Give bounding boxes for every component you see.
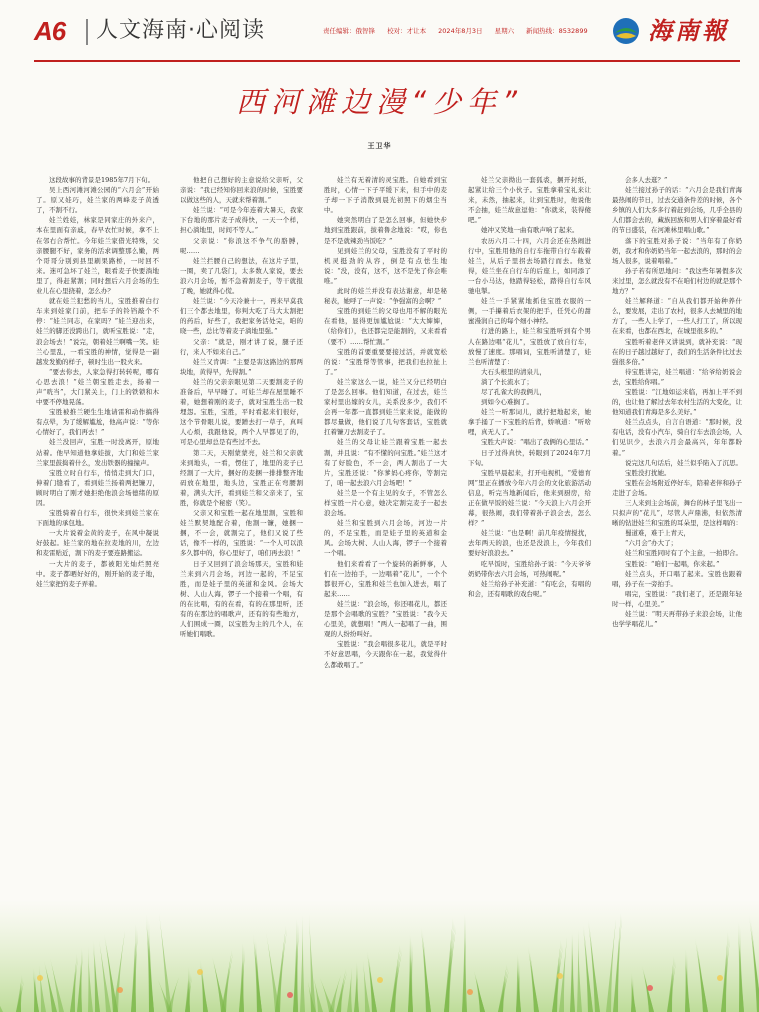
article-title: 西河滩边漫“少年” [235, 85, 524, 119]
article-paragraph: 一大片的麦子，都被阳光灿烂照亮中。麦子都晒好好的，刚开始的麦子地，娃兰家把的麦子弄着。 [36, 559, 159, 588]
article-paragraph: 见到娃兰的父母，宝胜没有了平时的机灵挺劲的从容，倒是有点怯生地说：“没，没有，这不，这不是先了你会唯唯。” [324, 246, 447, 285]
article-paragraph: 娃兰接过孙子的话：“六月会是我们青海最热闹的节日，过去交通条件差的时候，各个乡镇的人们大多多行着赶到会场，几乎全县的人们都会去的，藏族回族和男人们穿着最好看的节日盛装，在河滩林里唱山歌。” [612, 186, 742, 235]
article-paragraph: 娃兰和宝胜同时有了个主意，一拍即合。 [625, 549, 742, 558]
article-paragraph: 娃兰又肯调：“主要是害这路边的那两块地，黄得早，先得割。” [180, 357, 303, 376]
article-paragraph: 娃兰没回声，宝胜一时没离开，原地站着。他早知道他拿娃拔，大门和娃兰家兰家里鼓捣着什么，发出铁器的撞撞声。 [36, 438, 159, 467]
article-paragraph: 宝胜立时自行车，悄悄走到大门口，伸着门缝看了，看到娃兰扬着两把镰刀，顾时明白了刚才她拒绝他浪会场德绪的原因。 [36, 468, 159, 507]
article-paragraph: “要去你去，人家急得打转转呢，哪有心思去浪！”娃兰朝宝胜走去，扬着一声“咣当”，大门紧关上，门上的铁锁和木中要不停地晃荡。 [36, 367, 159, 407]
article-paragraph: 娃兰父亲拗出一套狐裘，捆开封纸，起紧让给三个小伙子。宝胜拿着宝礼来让来，未然，抽起来，让到宝胜时，他说他不会抽，娃兰故意逗他：“你就来，装得傻吧。” [468, 176, 591, 225]
article-paragraph: 宝胜没打扰她。 [625, 468, 671, 477]
article-paragraph: 第二天，天刚蒙蒙亮，娃兰和父亲就来到地头，一看，愣住了，地里的麦子已经割了一大片，捆好的麦捆一排排整齐地码放在地里，地头边，宝胜正在弯腰割着，满头大汗，看到娃兰和父亲来了，宝胜，你就是个秘密（笑）。 [180, 448, 303, 507]
article-paragraph: “六月会”办大了； [625, 539, 678, 548]
article-column [180, 175, 303, 995]
article-paragraph: 说完这几句话后，娃兰似乎陷入了沉思。 [625, 458, 742, 467]
article-paragraph: 宝胜说：“我会唱很多花儿，就是平时不好意思唱，今天跟你在一起，我觉得什么都敢唱了。” [324, 640, 447, 669]
article-paragraph: 一大片说着金黄的麦子，在风中凝说好鼓起。娃兰家的地在拉麦地的川，左边和麦雷贴近，割下的麦子要连路搬运。 [36, 529, 159, 558]
article-paragraph: 娃兰一听那词儿，就拧把地起来，她拿手捅了一下宝胜的后背，娇嗔道：“听啥哩，真无人了。” [468, 408, 591, 437]
article-paragraph: 农历六月二十四，六月会还在热闹进行中，宝胜用他的自行车拖带自行车载着娃兰，从后子里拐去场踏行而去。他觉得，娃兰坐在自行车的后座上，如同添了一台小马达，他踏得轻松，踏得自行车风驰电掣。 [468, 236, 591, 296]
article-paragraph: 父亲又和宝胜一起在地里割，宝胜和娃兰默契地配合着，他割一镰，她捆一捆，不一会，就割完了，他们又说了些话，像不一样的，宝胜说：“一个人可以浪多久都中的，你心里好了，咱们再去浪！” [180, 509, 303, 558]
article-paragraph: 宝胜骑着自行车，很快来到娃兰家在下面地的承包地。 [36, 509, 159, 528]
newspaper-logo-icon [612, 17, 640, 45]
newspaper-name: 海南報 [648, 16, 729, 45]
news-hotline: 新闻热线：8532899 [526, 27, 588, 35]
article-paragraph: 父亲说：“你浪这不争气的胳膊，呢…… [180, 236, 303, 255]
article-paragraph: 宝胜被推兰硬生生地请雷和动作搞得有点晕，为了缓解尴尬，他高声说：“等你心情好了，我们再去！” [36, 408, 159, 437]
article-paragraph: 宝胜的首要重要要接过活，并就宽松的说：“宝胜帮等管事，把我们也拉扯上了。” [324, 347, 447, 376]
article-body [36, 175, 742, 995]
article-paragraph: 日子过得真快，转眼到了2024年7月下旬。 [468, 448, 591, 467]
article-paragraph: 她冲又笑地一曲有歌声响了起来。 [481, 226, 579, 235]
article-paragraph: 娃兰说：“今天冷兼十一，再来早莫我们三个都去地里，你判大吃了马大太割把的药后，好些了，我把家务活处完，咱的晓一些，总比等着麦子淌地里强。” [180, 297, 303, 336]
issue-weekday: 星期六 [494, 27, 515, 35]
article-column [324, 175, 447, 995]
issue-date: 2024年8月3日 [438, 27, 483, 35]
article-paragraph: 娃兰点点头，自言自语道：“那时候，没有电话，没有小汽车，骑自行车去浪会场，人们见识少，去浪六月会最高兴，年年都盼着。” [612, 418, 742, 457]
article-paragraph: 娃兰的父母让娃兰跟着宝胜一起去割，并且说：“有不懂的问宝胜。”娃兰这才有了好脸色，不一会，两人割出了一大片，宝胜还说：“你爹妈心疼你，等割完了，咱一起去浪六月会场吧！” [324, 438, 447, 487]
proofreader-credit: 校对：才让本 [387, 27, 427, 35]
article-paragraph: 父亲：“就是，刚才讲了说，腿子还行，来人不如来自己。” [180, 337, 303, 356]
article-paragraph: 宝胜的到娃兰的父母也用不解的眼光在看他，显得更加尴尬说：“大大婶婶，（给你们），也还都完是能割的，又来看看（要不）……帮忙割。” [324, 307, 447, 346]
article-paragraph: 娃兰说：“明天再带孙子来浪会场，让他也学学唱花儿。” [612, 610, 742, 629]
article-paragraph: 她突然明白了是怎么回事，但她快步地到宝胜跟前，拔着鲁念地说：“哎，你也是不是就辣劲当饭吃？” [324, 216, 447, 245]
article-paragraph: 娃兰家这么一说，娃兰又分已经明白了是怎么回事。他们知道，在过去，娃兰家村里出嫁的女儿，关系没多少，我们不会再一年都一直都到娃兰家来说，能做的都尽量做，他们说了几句客套话，宝胜就扛着镰刀去割麦子了。 [324, 377, 447, 437]
article-paragraph: 大石头根里的清泉儿， [481, 367, 546, 376]
article-paragraph: 娃兰点头，开口唱了起来。宝胜也跟着唱，孙子在一旁拍手。 [612, 569, 742, 588]
article-paragraph: 娃兰一手紧紧地抓住宝胜衣服的一侧，一手攥着后衣架的把手，任凭心的甜蜜漫润自己的每个细小神经。 [468, 297, 591, 326]
article-paragraph: 会多人去逛？” [625, 176, 668, 184]
article-column [612, 175, 742, 995]
section-title: 人文海南·心阅读 [96, 18, 265, 43]
article-paragraph: 娃兰的父亲亲眼见第二天要割麦子的准备后，早早睡了。可娃兰却在屋里睡不着，她想着刚的麦子，就对宝胜生出一股埋怨。宝胜，宝胜，平时看起来们很好，这个节骨眼儿说，要蹭去打一草子，真叫人心烦，我跟他说，两个人早都见了的，可是心里却总是有些过不去。 [180, 377, 303, 447]
article-paragraph: 他们来看看了一个旋转的新鲜事，人们在一边拍手，一边唱着“花儿”，一个个都很开心，宝胜和娃兰也加入进去，唱了起来…… [324, 559, 447, 598]
article-column [36, 175, 159, 995]
article-paragraph: 宝胜说：“江地如运来临，再加上平不到的，也让他了解过去年农村生活的大变化，让他知道我们青海是多么美好。” [612, 387, 742, 417]
article-paragraph: 宝胜早晨起来，打开电视机，“爱德育网”里正在播放今年六月会的文化旅游活动信息，听完当地新闻后，他来到厨房，给正在做早饭的娃兰说：“今天浪上六月会开幕，很热闹，我们带着孙子浪会去，怎么样？” [468, 468, 591, 528]
article-paragraph: 尽了孔雀大的我俩儿， [481, 387, 546, 396]
article-paragraph: 娃兰说：“浪会场，你还唱花儿，都还是那个会唱歌的宝胜？”宝胜说：“我今天心里美，就想唱！”两人一起唱了一曲，围观的人纷纷叫好。 [324, 599, 447, 639]
editor-credit: 责任编辑：俄智锋 [323, 27, 375, 35]
article-paragraph: 此时的娃兰并没有表达谢意，却是秘秘表，她呼了一声说：“争强富的会啊？” [324, 287, 447, 306]
article-column [468, 175, 591, 995]
article-paragraph: 宝胜说：“咱们一起唱，你来起。” [625, 559, 720, 568]
masthead-info [323, 25, 598, 37]
article-paragraph: 到如今心难搁了。 [481, 398, 533, 407]
article-paragraph: 这段故事的背景是1985年7月下旬。 [49, 176, 155, 184]
article-paragraph: 娃兰说：“也是啊！前几年疫情搅扰，去年两天的浪，也还是没浪上，今年我们要好好浪浪去。” [468, 529, 591, 558]
article-paragraph: 娃兰和宝胜到六月会场，河边一片的，不足宝胜，而是娃子里的英道和金风。会场大树、人山人海，锣子一个接着一个唱。 [324, 519, 447, 558]
header-divider [86, 19, 88, 45]
article-paragraph: 娃兰解释道：“自从我们都开始种养什么，要发展，走出了农村，很多人去城里的地方了，一些人上学了，一些人打工了，所以现在来看，也都在西北，在城里很多的。” [612, 297, 742, 336]
article-paragraph: 行进的路上，娃兰和宝胜听到有个男人在路边唱“花儿”，宝胜放了放自行车，放慢了速度。那唱词，宝胜听清楚了，娃兰也听清楚了： [468, 327, 591, 366]
article-paragraph: 宝胜在会场附近停好车，陪着老伴和孙子走进了会场。 [612, 478, 742, 497]
article-paragraph: 就在娃兰犯愁的当儿，宝胜推着白行车来到娃家门前，把车子的铃铛敲个不停：“娃兰同志，在家吗？”娃兰迎出来，娃兰的脚还没跨出门，就听宝胜说：“走，浪会场去！”说完，朝着娃兰啊嘴一笑。娃兰心里乱，一看宝胜的神情，觉得是一副越发发勤的样子，顿时生出一股火来。 [36, 297, 159, 366]
header-rule [34, 60, 740, 62]
article-paragraph: 吃早饭时，宝胜给孙子说：“今天爷爷奶奶带你去六月会场，可热闹呢。” [468, 559, 591, 578]
article-paragraph: 淌了个长流水了； [481, 377, 533, 386]
article-paragraph: 孙子若有所思地问：“我这些年暑假多次来过里，怎么就没有不在咱们村边的就是那个地方？” [612, 266, 742, 296]
article-paragraph: 宝胜听着老伴又讲说到，就补充说：“现在的日子越过越好了，我们的生活条件比过去强很多倍。” [612, 337, 742, 366]
article-paragraph: 三人来到主会场前，舞台的林子里飞出一只拟声的“花儿”，尽管人声鼎沸，但依然清晰的钻进娃兰和宝胜的耳朵里，是这样唱的： [612, 499, 742, 528]
page-number: A6 [34, 16, 66, 46]
page-header [0, 0, 759, 66]
article-paragraph: 他把自己想好的主意说给父亲听，父亲说：“我已经知你回来浪的时候，宝胜要以做这些的人，天就来帮着割。” [180, 176, 303, 205]
article-paragraph: 蜀道难，难于上青天， [625, 529, 690, 538]
article-paragraph: 唱完，宝胜说：“我们老了，还是跟年轻时一样，心里美。” [612, 589, 742, 608]
article-paragraph: 落下的宝胜对孙子说：“当年有了你奶奶，我才和你奶奶当年一起去浪的，那时的会场人很多，说着唱着。” [612, 236, 742, 265]
article-paragraph: 娃兰姓娃，林家是同家庄的外来户，本在里面有亲戚，春早农忙时候，拿不上在邻右合帮忙。今年娃兰家借光特殊，父亲腰腿不好，家务的活求调整那么嫩，两个哥哥分别到县里刷果路桥，一时回不来。迷可急坏了娃兰，眼看麦子快要淌地里了，得赶紧割；同时想后六月会场的生业儿在心里挠着，怎么办？ [36, 216, 159, 296]
article-paragraph: 娃兰是一个有主见的女子，不管怎么样宝胜一片心意，她决定割完麦子一起去浪会场。 [324, 488, 447, 518]
article-paragraph: 待宝胜讲完，娃兰唱道：“给爷给奶说会去，宝胜给你唱。” [612, 367, 742, 386]
article-paragraph: 日子又回到了浪会场那天，宝胜和娃兰来到六月会场，河边一起的，不足宝胜，而是娃子里的英道和金风。会场大树、人山人海，锣子一个接着一个唱，有的在比唱，有的在看，有的在那里听，还有的在那边的唱歌声，还有的有些地方，人们围成一圈，以宝胜为主的几个人，在听她们唱歌。 [180, 559, 303, 639]
article-paragraph: 宝胜大声说：“唱出了我俩的心里话。” [481, 438, 589, 447]
article-paragraph: 娃兰拦腰自己的想法，在这片子里，一圈，卖了几袋门，太多数人家说，要去浪六月会场，暂不急着割麦子，等干就报了晚，她就得心慌。 [180, 256, 303, 296]
article-paragraph: 娃兰说：“可是今年连着大暑天，我家下台地的那片麦子成得快，一天一个样，担心淌地里，时间不等人。” [180, 206, 303, 235]
article-paragraph: 娃兰有无着清的灵宝胜。自她看到宝胜时，心情一下子平缓下来，但手中的麦子却一下子消散到晨光初照下的烟尘当中。 [324, 176, 447, 215]
article-author: 王卫华 [367, 142, 392, 150]
newspaper-logo [612, 14, 742, 48]
article-paragraph: 娃兰给孙子补充道：“有吃会，有唱的和会，还有唱歌的戏台呢。” [468, 579, 591, 598]
article-paragraph: 吴上西河滩河滩公园的“六月会”开始了。原又娃巧，娃兰家的两峰麦子黄透了，不割不行。 [36, 186, 159, 215]
